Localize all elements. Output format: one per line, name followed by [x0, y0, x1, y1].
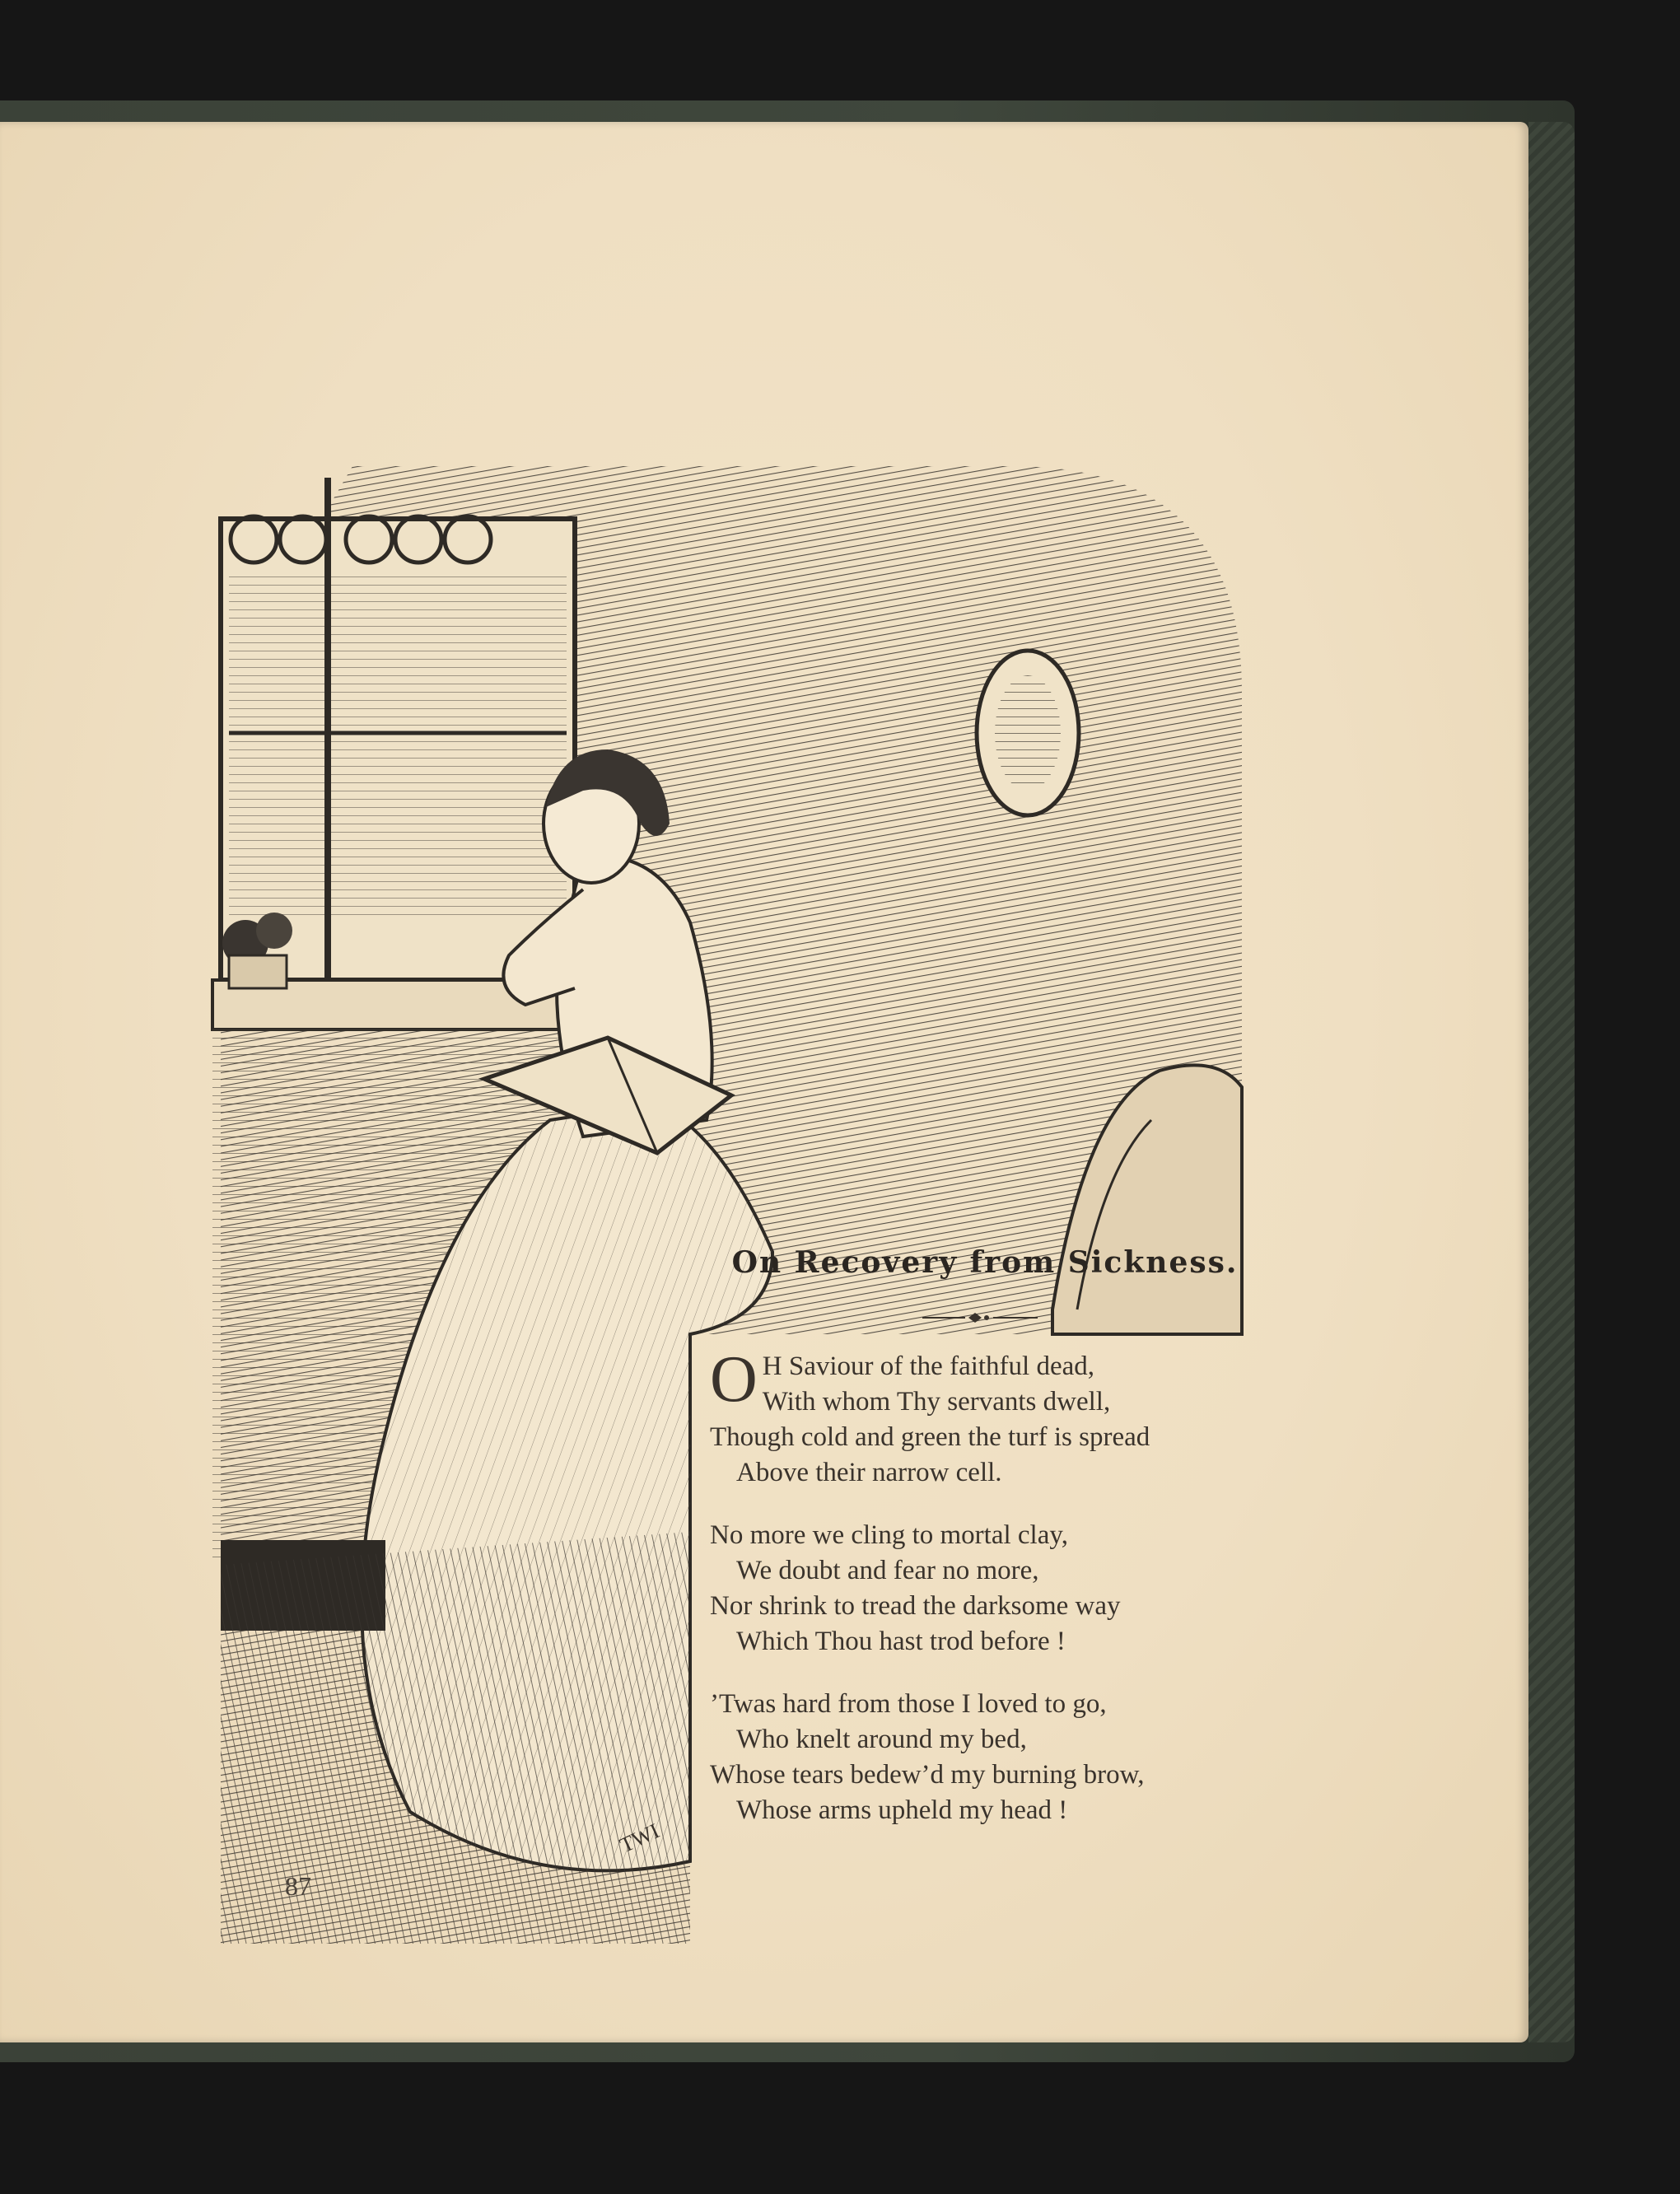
poem-line-text: Which Thou hast trod before !: [736, 1627, 1066, 1656]
book-binding-edge: [1528, 122, 1575, 2042]
poem-line: [710, 1518, 1286, 1553]
poem-line: [710, 1624, 1286, 1660]
poem-line: [710, 1793, 1286, 1828]
poem-line-text: No more we cling to mortal clay,: [710, 1520, 1068, 1550]
window-view: [229, 577, 567, 922]
poem-title: On Recovery from Sickness.: [731, 1245, 1239, 1280]
poem-line: [710, 1722, 1286, 1758]
poem-line-text: Nor shrink to tread the darksome way: [710, 1591, 1121, 1621]
illustration-signature: TWI: [616, 1818, 664, 1858]
poem-line: [710, 1455, 1286, 1491]
title-ornament: [922, 1308, 1038, 1328]
poem-line-text: We doubt and fear no more,: [736, 1556, 1039, 1585]
poem-line-text: With whom Thy servants dwell,: [762, 1387, 1111, 1417]
poem-line: [710, 1420, 1286, 1455]
poem-stanza: [710, 1343, 1286, 1491]
poem-line-text: Who knelt around my bed,: [736, 1725, 1027, 1754]
poem-line: [710, 1384, 1286, 1420]
poem-line: [710, 1349, 1286, 1384]
poem-stanza: [710, 1687, 1286, 1828]
book-page: [0, 122, 1528, 2042]
poem-line-text: ’Twas hard from those I loved to go,: [710, 1689, 1107, 1719]
poem-line: [710, 1553, 1286, 1589]
poem-line: [710, 1758, 1286, 1793]
poem-line-text: Though cold and green the turf is spread: [710, 1422, 1150, 1452]
poem-line-text: Whose tears bedew’d my burning brow,: [710, 1760, 1145, 1790]
poem-line-text: Whose arms upheld my head !: [736, 1795, 1068, 1825]
poem-line: [710, 1589, 1286, 1624]
poem-line-text: Above their narrow cell.: [736, 1458, 1002, 1487]
poem-line: [710, 1687, 1286, 1722]
poem-body: [710, 1343, 1286, 1856]
page-number: 87: [285, 1871, 311, 1901]
drop-cap: O: [710, 1343, 758, 1416]
poem-stanza: [710, 1518, 1286, 1660]
poem-line-text: H Saviour of the faithful dead,: [762, 1351, 1094, 1381]
